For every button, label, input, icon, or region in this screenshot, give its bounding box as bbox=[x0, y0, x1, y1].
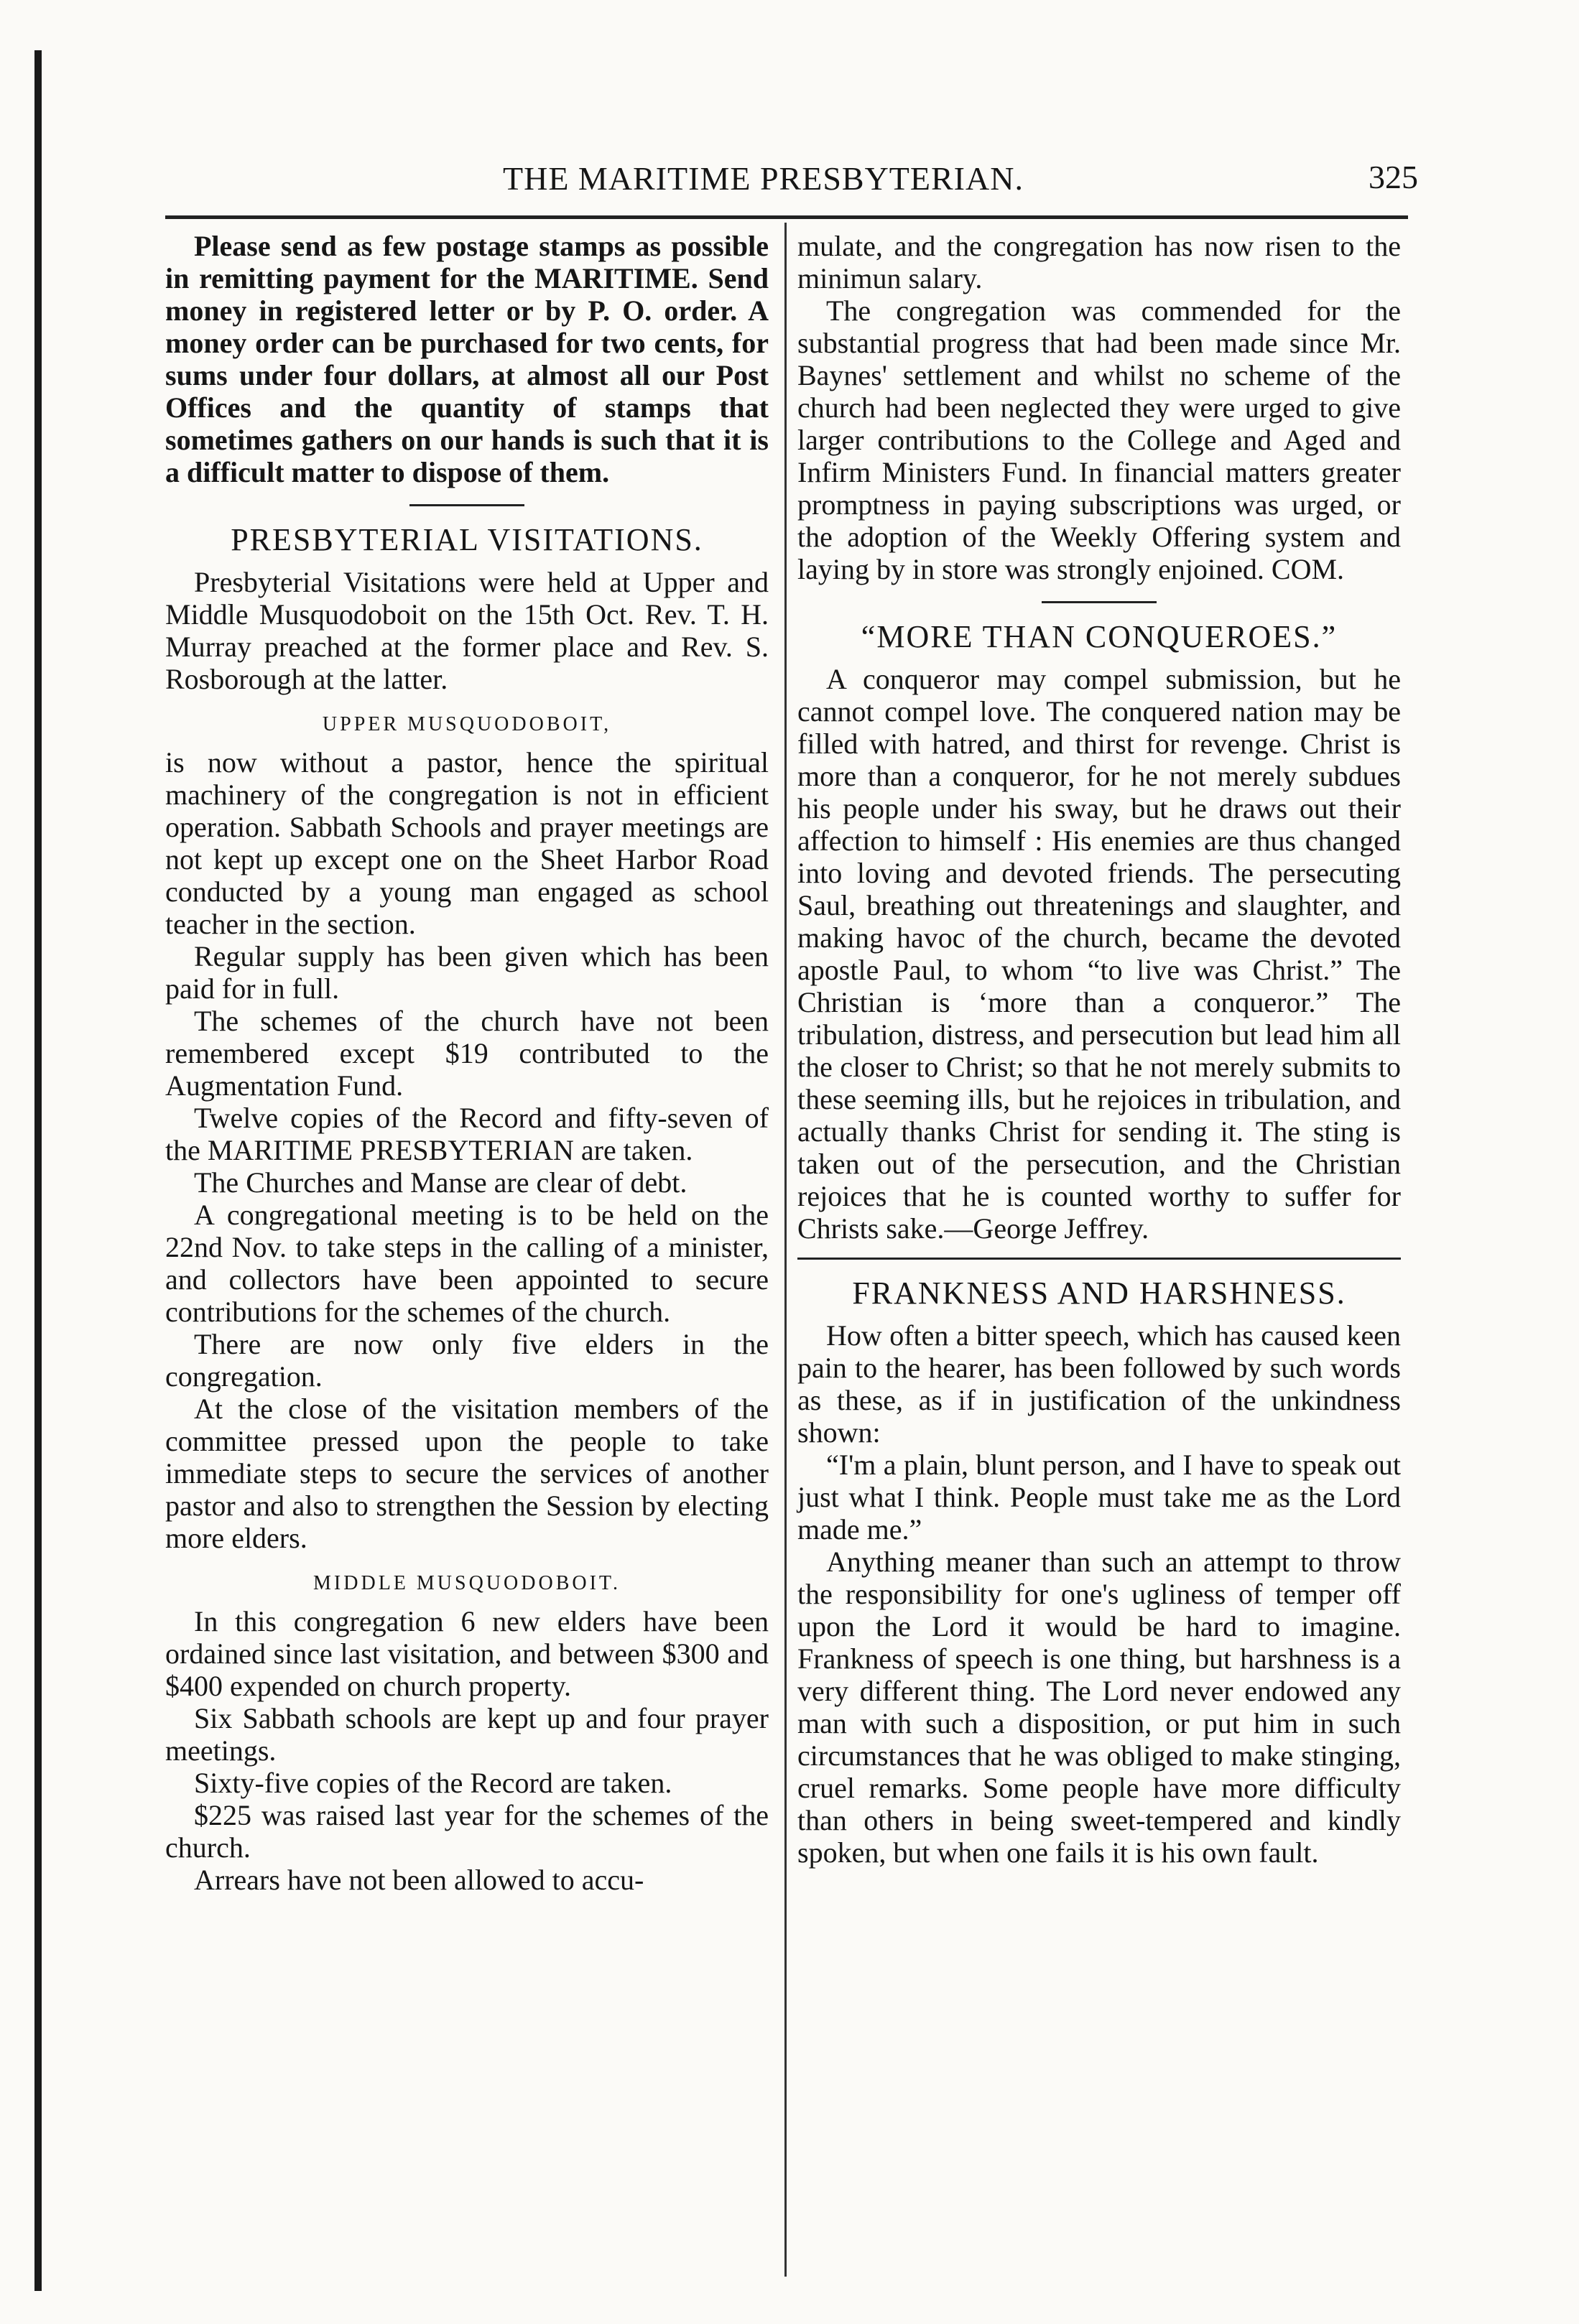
page-number: 325 bbox=[1369, 159, 1418, 195]
upper-paragraph: Twelve copies of the Record and fifty-seven of the MARITIME PRESBYTERIAN are taken. bbox=[165, 1102, 769, 1166]
middle-paragraph: Sixty-five copies of the Record are taken. bbox=[194, 1767, 672, 1799]
upper-paragraph: A congregational meeting is to be held on the 22nd Nov. to take steps in the calling of a minister, and collectors have been appointed to secure contributions for the schemes of the church. bbox=[165, 1199, 769, 1328]
header-rule bbox=[165, 215, 1408, 219]
middle-paragraph: Arrears have not been allowed to accu- bbox=[194, 1864, 644, 1896]
continued-paragraph: The congregation was commended for the substantial progress that had been made since Mr. Baynes' settlement and whilst no scheme of the church had been neglected they were urged to give larger contributions to the College and Aged and Infirm Ministers Fund. In financial matters greater promptness in paying subscriptions was urged, or the adoption of the Weekly Offering system and laying by in store was strongly enjoined. COM. bbox=[797, 294, 1401, 585]
section-rule bbox=[1042, 601, 1157, 603]
upper-paragraph: The schemes of the church have not been remembered except $19 contributed to the Augmentation Fund. bbox=[165, 1005, 769, 1102]
middle-musquodoboit-heading: MIDDLE MUSQUODOBOIT. bbox=[313, 1572, 621, 1594]
section-rule bbox=[797, 1258, 1401, 1260]
continued-paragraph: mulate, and the congregation has now risen to the minimun salary. bbox=[797, 230, 1401, 294]
section-rule bbox=[409, 504, 524, 506]
frankness-paragraph: Anything meaner than such an attempt to throw the responsibility for one's ugliness of temper off upon the Lord it would be hard to imagine. Frankness of speech is one thing, but harshness is a very different thing. The Lord never endowed any man with such a disposition, or put him in such circumstances that he was obliged to make stinging, cruel remarks. Some people have more difficulty than others in being sweet-tempered and kindly spoken, but when one fails it is his own fault. bbox=[797, 1546, 1401, 1869]
middle-paragraph: $225 was raised last year for the schemes of the church. bbox=[165, 1799, 769, 1864]
upper-paragraph: At the close of the visitation members of the committee pressed upon the people to take immediate steps to secure the services of another pastor and also to strengthen the Session by electing more elders. bbox=[165, 1393, 769, 1554]
visitations-intro: Presbyterial Visitations were held at Upper and Middle Musquodoboit on the 15th Oct. Rev. T. H. Murray preached at the former place and Rev. S. Rosborough at the latter. bbox=[165, 566, 769, 695]
middle-paragraph: Six Sabbath schools are kept up and four prayer meetings. bbox=[165, 1702, 769, 1767]
right-column bbox=[797, 230, 1401, 1869]
upper-paragraph: The Churches and Manse are clear of debt. bbox=[194, 1166, 687, 1199]
frankness-paragraph: “I'm a plain, blunt person, and I have to speak out just what I think. People must take me as the Lord made me.” bbox=[797, 1449, 1401, 1546]
middle-paragraph: In this congregation 6 new elders have been ordained since last visitation, and between $300 and $400 expended on church property. bbox=[165, 1605, 769, 1702]
frankness-paragraph: How often a bitter speech, which has caused keen pain to the hearer, has been followed by such words as these, as if in justification of the unkindness shown: bbox=[797, 1319, 1401, 1449]
stamps-notice: Please send as few postage stamps as possible in remitting payment for the MARITIME. Send money in registered letter or by P. O. order. A money order can be purchased for two cents, for sums under four dollars, at almost all our Post Offices and the quantity of stamps that sometimes gathers on our hands is such that it is a difficult matter to dispose of them. bbox=[165, 230, 769, 488]
running-title: THE MARITIME PRESBYTERIAN. bbox=[503, 160, 1024, 197]
column-divider bbox=[784, 223, 787, 2277]
conquerors-paragraph: A conqueror may compel submission, but he cannot compel love. The conquered nation may be filled with hatred, and thirst for revenge. Christ is more than a conqueror, for he not merely subdues his people under his sway, but he draws out their affection to himself : His enemies are thus changed into loving and devoted friends. The persecuting Saul, breathing out threatenings and slaughter, and making havoc of the church, became the devoted apostle Paul, to whom “to live was Christ.” The Christian is ‘more than a conqueror.” The tribulation, distress, and persecution but lead him all the closer to Christ; so that he not merely submits to these seeming ills, but he rejoices in tribulation, and actually thanks Christ for sending it. The sting is taken out of the persecution, and the Christian rejoices that he is counted worthy to suffer for Christs sake.—George Jeffrey. bbox=[797, 663, 1401, 1245]
upper-paragraph: Regular supply has been given which has been paid for in full. bbox=[165, 940, 769, 1005]
left-column bbox=[165, 230, 769, 1896]
upper-paragraph: is now without a pastor, hence the spiritual machinery of the congregation is not in efficient operation. Sabbath Schools and prayer meetings are not kept up except one on the Sheet Harbor Road conducted by a young man engaged as school teacher in the section. bbox=[165, 746, 769, 940]
visitations-heading: PRESBYTERIAL VISITATIONS. bbox=[231, 522, 703, 557]
conquerors-heading: “MORE THAN CONQUEROES.” bbox=[861, 619, 1338, 654]
upper-musquodoboit-heading: UPPER MUSQUODOBOIT, bbox=[322, 713, 612, 735]
page-edge-line bbox=[34, 50, 42, 2291]
upper-paragraph: There are now only five elders in the congregation. bbox=[165, 1328, 769, 1393]
frankness-heading: FRANKNESS AND HARSHNESS. bbox=[852, 1275, 1346, 1311]
